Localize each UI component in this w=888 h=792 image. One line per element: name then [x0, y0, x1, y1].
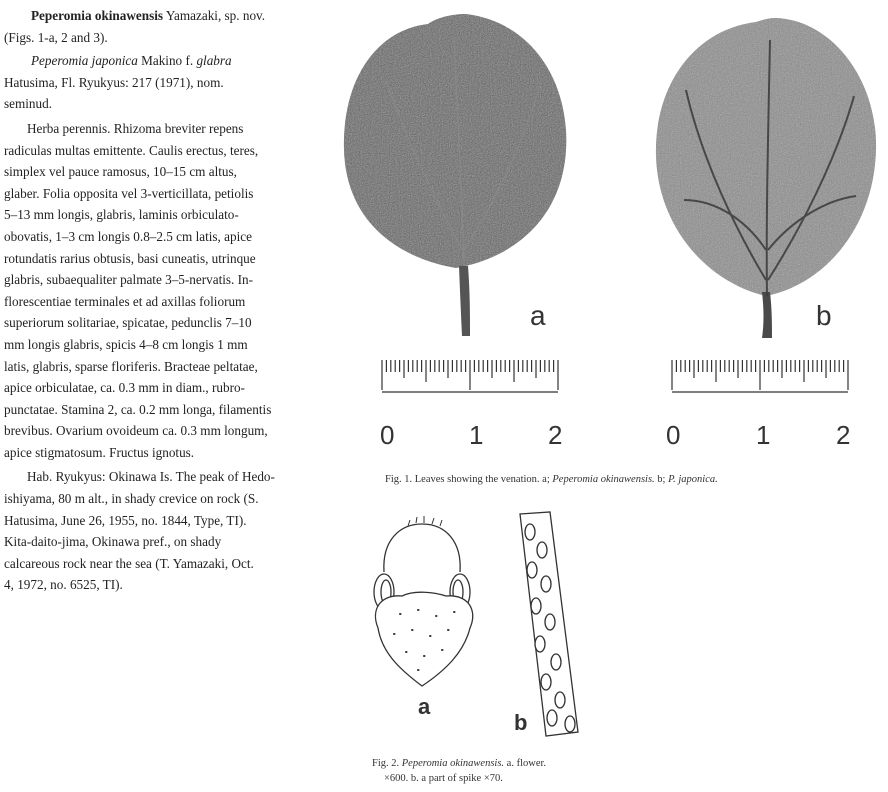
description-line: apice stigmatosum. Fructus ignotus.: [4, 444, 195, 460]
description-line: 5–13 mm longis, glabris, laminis orbiculato-: [4, 207, 239, 223]
habitat-line: 4, 1972, no. 6525, TI).: [4, 577, 123, 593]
figure-1: [336, 0, 888, 500]
description-line: simplex vel pauce ramosus, 10–15 cm altus,: [4, 164, 237, 180]
scale-b-2: 2: [836, 420, 851, 450]
panel-label-a: a: [530, 300, 546, 331]
description-line: latis, glabris, sparse floriferis. Bracteae peltatae,: [4, 358, 258, 374]
synonym-form: glabra: [196, 53, 232, 69]
species-name: Peperomia okinawensis: [31, 8, 164, 23]
habitat-line: Kita-daito-jima, Okinawa pref., on shady: [4, 534, 222, 550]
scale-bar-b: [672, 360, 848, 392]
leaf-a-image: [344, 14, 566, 336]
fig2-label-a: a: [418, 694, 431, 719]
habitat-line: Hatusima, June 26, 1955, no. 1844, Type, TI).: [4, 512, 247, 528]
leaf-b-image: [656, 18, 876, 338]
synonym-name: Peperomia japonica: [31, 53, 138, 69]
fig1-caption-prefix: Fig. 1. Leaves showing the venation. a;: [385, 474, 553, 485]
fig1-caption-middle: b;: [654, 474, 669, 485]
description-line: mm longis glabris, spicis 4–8 cm longis 1 mm: [4, 336, 248, 352]
description-line: obovatis, 1–3 cm longis 0.8–2.5 cm latis, apice: [4, 228, 252, 244]
description-line: punctatae. Stamina 2, ca. 0.2 mm longa, filamentis: [4, 401, 272, 417]
synonym-citation: Hatusima, Fl. Ryukyus: 217 (1971), nom.: [4, 74, 224, 90]
scale-a-0: 0: [380, 420, 395, 450]
fig2-caption-part-a: a. flower.: [504, 758, 547, 769]
habitat-line: Hab. Ryukyus: Okinawa Is. The peak of Hedo-: [27, 469, 275, 485]
spike-drawing: [520, 512, 578, 736]
species-heading: [4, 5, 310, 48]
fig2-caption-prefix: Fig. 2.: [372, 758, 402, 769]
fig1-caption-species-b: P. japonica.: [668, 474, 718, 485]
flower-drawing: [374, 516, 473, 686]
synonym-paragraph: [4, 50, 310, 115]
habitat-paragraph: [4, 466, 310, 596]
synonym-status: seminud.: [4, 96, 52, 112]
description-line: superiorum solitariae, spicatae, pedunclis 7–10: [4, 315, 252, 331]
panel-label-b: b: [816, 300, 832, 331]
figure-2: [360, 510, 660, 750]
habitat-line: ishiyama, 80 m alt., in shady crevice on rock (S.: [4, 491, 259, 507]
scale-a-2: 2: [548, 420, 563, 450]
figure-reference: (Figs. 1-a, 2 and 3).: [4, 29, 108, 45]
fig1-caption-species-a: Peperomia okinawensis.: [552, 474, 655, 485]
habitat-line: calcareous rock near the sea (T. Yamazaki, Oct.: [4, 555, 254, 571]
description-paragraph: [4, 118, 310, 464]
figure-1-graphics: [336, 0, 888, 500]
scale-b-0: 0: [666, 420, 681, 450]
description-line: glabris, subaequaliter palmate 3–5-nervatis. In-: [4, 272, 254, 288]
text-column: [4, 0, 310, 598]
figure-2-caption-line2: ×600. b. a part of spike ×70.: [384, 773, 503, 784]
figure-1-caption: [385, 474, 718, 485]
description-line: rotundatis rarius obtusis, basi cuneatis, utrinque: [4, 250, 256, 266]
scale-bar-a: [382, 360, 558, 392]
scale-a-1: 1: [469, 420, 484, 450]
description-line: brevibus. Ovarium ovoideum ca. 0.3 mm longum,: [4, 423, 268, 439]
fig2-caption-species: Peperomia okinawensis.: [401, 758, 505, 769]
species-authority: Yamazaki, sp. nov.: [163, 8, 266, 23]
description-line: apice orbiculatae, ca. 0.3 mm in diam., rubro-: [4, 380, 245, 396]
figure-2-graphics: [360, 510, 660, 750]
description-line: radiculas multas emittente. Caulis erectus, teres,: [4, 142, 259, 158]
fig2-label-b: b: [514, 710, 528, 735]
figure-2-caption-line1: [372, 758, 546, 769]
description-line: Herba perennis. Rhizoma breviter repens: [27, 120, 244, 136]
synonym-author: Makino f.: [137, 53, 197, 69]
description-line: glaber. Folia opposita vel 3-verticillata, petiolis: [4, 185, 254, 201]
description-line: florescentiae terminales et ad axillas foliorum: [4, 293, 246, 309]
scale-b-1: 1: [756, 420, 771, 450]
